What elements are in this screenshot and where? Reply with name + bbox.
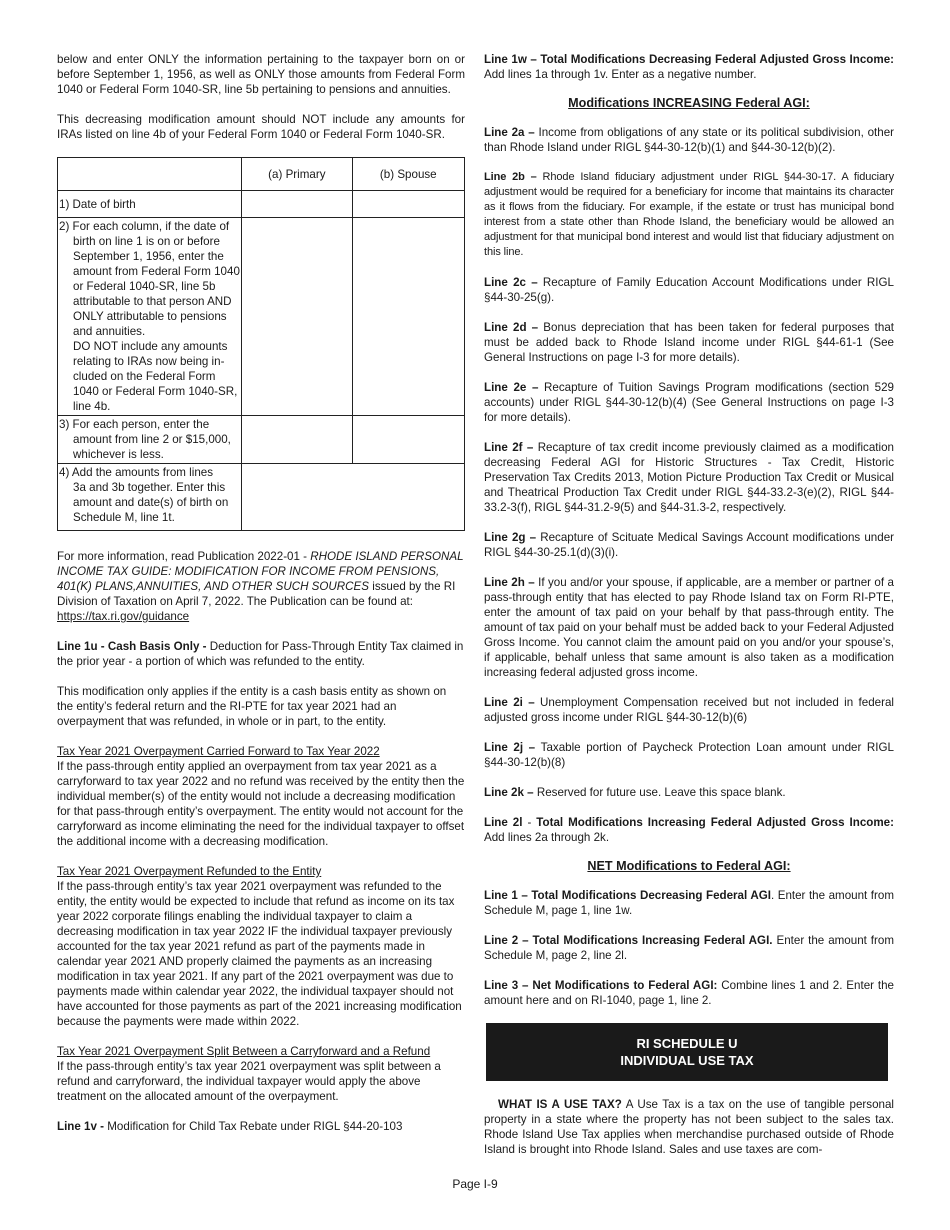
- carryforward-section: Tax Year 2021 Overpayment Carried Forward to Tax Year 2022 If the pass-through entity applied an overpayment from tax year 2021 as a carryforward to tax year 2022 and no refund was received by the entity then the individual member(s) of the entity would not include a decreasing modification for that pass-through entity’s overpayment. The entity would not account for the carryforward as income eliminating the need for the individual taxpayer to offset the additional income with a decreasing modification.: [57, 745, 465, 848]
- line-1u-note: This modification only applies if the entity is a cash basis entity as shown on the entity’s federal return and the RI-PTE for tax year 2021 had an overpayment that was refunded, in whole or in part, to the entity.: [57, 685, 447, 728]
- schedule-u-banner: [486, 1023, 888, 1081]
- line-2j: Line 2j – Taxable portion of Paycheck Protection Loan amount under RIGL §44-30-12(b)(8): [484, 741, 894, 769]
- net-line-1: Line 1 – Total Modifications Decreasing Federal AGI. Enter the amount from Schedule M, page 1, line 1w.: [484, 889, 894, 917]
- primary-pension-cell: [242, 218, 352, 416]
- ira-note: This decreasing modification amount should NOT include any amounts for IRAs listed on line 4b of your Federal Form 1040 or Federal Form 1040-SR.: [57, 113, 465, 141]
- intro-paragraph: below and enter ONLY the information pertaining to the taxpayer born on or before September 1, 1956, as well as ONLY those amounts from Federal Form 1040 or Federal Form 1040-SR, line 5b pertaining to pensions and annuities.: [57, 53, 465, 96]
- split-heading: Tax Year 2021 Overpayment Split Between a Carryforward and a Refund: [57, 1045, 431, 1058]
- use-tax-intro: WHAT IS A USE TAX? A Use Tax is a tax on the use of tangible personal property in a state where the property has not been subject to the sales tax. Rhode Island Use Tax applies when merchandise purchased outside of Rhode Island is brought into Rhode Island. Sales and use taxes are com-: [484, 1098, 894, 1156]
- spouse-dob-cell: [352, 191, 464, 218]
- row-date-of-birth: 1) Date of birth: [58, 191, 242, 218]
- primary-dob-cell: [242, 191, 352, 218]
- line-2h: Line 2h – If you and/or your spouse, if applicable, are a member or partner of a pass-through entity that has elected to pay Rhode Island tax on Form RI-PTE, enter the amount of tax paid on your behalf by that pass-through entity. The amount of tax paid on your behalf must be added back to your Federal Adjusted Gross Income. You cannot claim the amount paid on you and/or your spouse’s, if applicable, behalf unless that same amount is also taken as a modification increasing federal adjusted gross income.: [484, 576, 894, 679]
- split-section: Tax Year 2021 Overpayment Split Between a Carryforward and a Refund If the pass-through entity’s tax year 2021 overpayment was split between a refund and carryforward, the individual taxpayer would apply the above treatment on the allocated amount of the overpayment.: [57, 1045, 441, 1103]
- schedule-u-title: RI SCHEDULE U: [636, 1036, 738, 1051]
- net-heading: NET Modifications to Federal AGI:: [587, 859, 791, 873]
- line-1u: Line 1u - Cash Basis Only - Deduction for Pass-Through Entity Tax claimed in the prior year - a portion of which was refunded to the entity.: [57, 640, 464, 668]
- spouse-pension-cell: [352, 218, 464, 416]
- line-1w: Line 1w – Total Modifications Decreasing Federal Adjusted Gross Income: Add lines 1a through 1v. Enter as a negative number.: [484, 53, 894, 81]
- line-2b: Line 2b – Rhode Island fiduciary adjustment under RIGL §44-30-17. A fiduciary adjustment would be required for a beneficiary for income that maintains its character as it flows from the fiduciary. For example, if the estate or trust has municipal bond interest from a state other than Rhode Island, the beneficiary would be allowed an adjustment for that municipal bond interest and would list that fiduciary adjustment on this line.: [484, 171, 894, 258]
- spouse-lesser-cell: [352, 416, 464, 464]
- col-spouse-header: (b) Spouse: [352, 158, 464, 191]
- row-total: 4) Add the amounts from lines 3a and 3b together. Enter this amount and date(s) of birth on Schedule M, line 1t.: [58, 464, 242, 531]
- line-2f: Line 2f – Recapture of tax credit income previously claimed as a modification decreasing Federal AGI for Historic Structures - Tax Credit, Historic Preservation Tax Credits 2013, Motion Picture Production Tax Credit or Musical and Theatrical Production Tax Credit under RIGL §44-33.2-3(e)(2), RIGL §44-33.2-3(f), RIGL §44-31.2-9(5) and §44-31.3-2, respectively.: [484, 441, 894, 514]
- line-1v: Line 1v - Modification for Child Tax Rebate under RIGL §44-20-103: [57, 1120, 403, 1133]
- col-primary-header: (a) Primary: [242, 158, 352, 191]
- refunded-heading: Tax Year 2021 Overpayment Refunded to the Entity: [57, 865, 322, 878]
- pension-worksheet-table: [57, 157, 465, 531]
- row-pension-amount: 2) For each column, if the date of birth on line 1 is on or before September 1, 1956, enter the amount from Federal Form 1040 or Federal 1040-SR, line 5b attributable to that person AND ONLY attributable to pensions and annuities. DO NOT include any amounts relating to IRAs now being in-cluded on the Federal Form 1040 or Federal Form 1040-SR, line 4b.: [58, 218, 242, 416]
- publication-info: For more information, read Publication 2022-01 - RHODE ISLAND PERSONAL INCOME TAX GUIDE: MODIFICATION FOR INCOME FROM PENSIONS, 401(K) PLANS,ANNUITIES, AND OTHER SUCH SOURCES issued by the RI Division of Taxation on April 7, 2022. The Publication can be found at: https://tax.ri.gov/guidance: [57, 550, 464, 623]
- left-column: [57, 52, 465, 1149]
- net-line-3: Line 3 – Net Modifications to Federal AGI: Combine lines 1 and 2. Enter the amount here and on RI-1040, page 1, line 2.: [484, 979, 894, 1007]
- increasing-heading: Modifications INCREASING Federal AGI:: [568, 96, 810, 110]
- guidance-link[interactable]: https://tax.ri.gov/guidance: [57, 610, 190, 623]
- schedule-u-subtitle: INDIVIDUAL USE TAX: [620, 1053, 754, 1068]
- line-2e: Line 2e – Recapture of Tuition Savings Program modifications (section 529 accounts) under RIGL §44-30-12(b)(4) (See General Instructions on page I-3 for more details).: [484, 381, 895, 424]
- row-lesser-amount: 3) For each person, enter the amount from line 2 or $15,000, whichever is less.: [58, 416, 242, 464]
- net-line-2: Line 2 – Total Modifications Increasing Federal AGI. Enter the amount from Schedule M, page 2, line 2l.: [484, 934, 894, 962]
- line-2c: Line 2c – Recapture of Family Education Account Modifications under RIGL §44-30-25(g).: [484, 276, 894, 304]
- line-2i: Line 2i – Unemployment Compensation received but not included in federal adjusted gross income under RIGL §44-30-12(b)(6): [484, 696, 894, 724]
- refunded-section: Tax Year 2021 Overpayment Refunded to the Entity If the pass-through entity’s tax year 2021 overpayment was refunded to the entity, the entity would be expected to include that refund as income on its tax year 2022 corporate filings enabling the individual taxpayer to claim a decreasing modification in tax year 2022 IF the individual taxpayer previously accounted for the tax year 2021 refund as part of the payments made in calendar year 2021 AND properly claimed the payments as an increasing modification in tax year 2021. If any part of the 2021 overpayment was due to payments made within calendar year 2022, the individual taxpayer should not have accounted for those payments as part of the 2021 increasing modification because the payments were made within 2022.: [57, 865, 462, 1028]
- line-2a: Line 2a – Income from obligations of any state or its political subdivision, other than Rhode Island under RIGL §44-30-12(b)(1) and §44-30-12(b)(2).: [484, 126, 894, 154]
- line-2k: Line 2k – Reserved for future use. Leave this space blank.: [484, 786, 786, 799]
- line-2d: Line 2d – Bonus depreciation that has been taken for federal purposes that must be added back to Rhode Island income under RIGL §44-61-1 (See General Instructions on page I-3 for more details).: [484, 321, 894, 364]
- line-2g: Line 2g – Recapture of Scituate Medical Savings Account modifications under RIGL §44-30-25.1(d)(3)(i).: [484, 531, 895, 559]
- carryforward-heading: Tax Year 2021 Overpayment Carried Forward to Tax Year 2022: [57, 745, 380, 758]
- page-number: Page I-9: [452, 1177, 498, 1191]
- line-2l: Line 2l - Total Modifications Increasing Federal Adjusted Gross Income: Add lines 2a through 2k.: [484, 816, 894, 844]
- primary-lesser-cell: [242, 416, 352, 464]
- right-column: [484, 52, 894, 1172]
- total-cell: [242, 464, 465, 531]
